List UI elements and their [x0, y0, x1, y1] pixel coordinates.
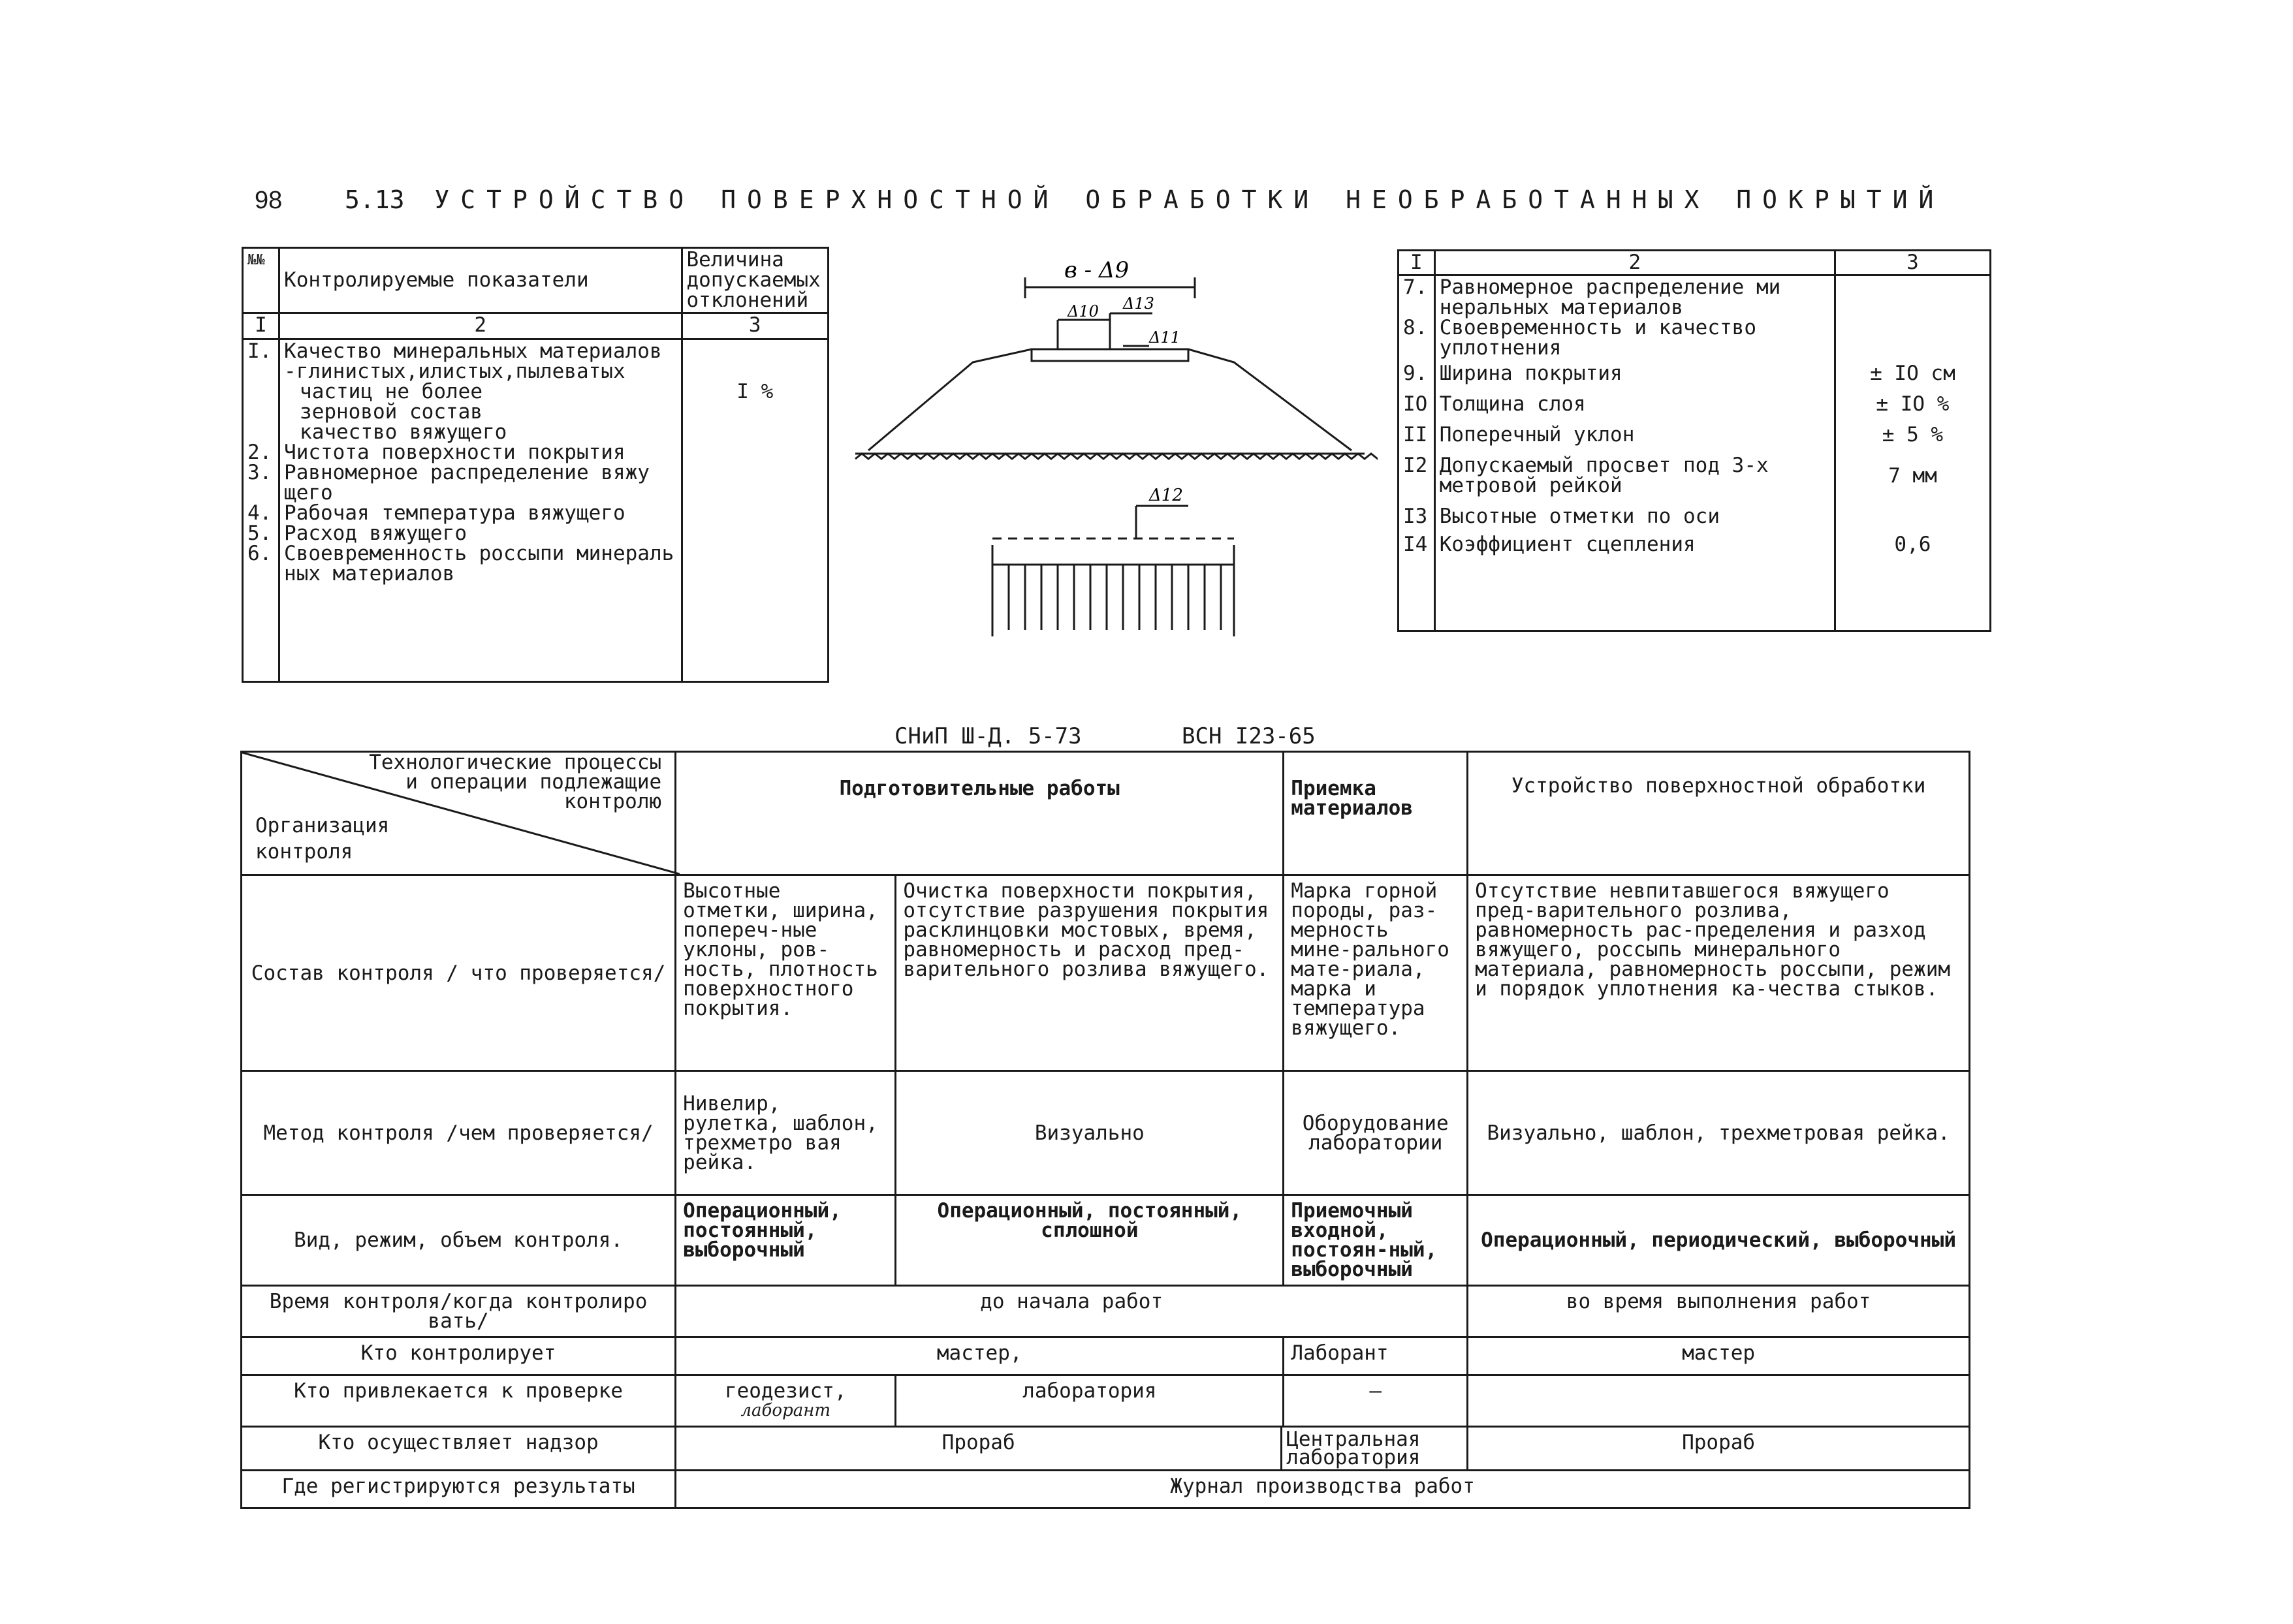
label-delta-12: Δ12	[1149, 486, 1183, 505]
row-label-who-controls: Кто контролирует	[242, 1337, 676, 1375]
cell-involved-prep-a	[676, 1375, 896, 1427]
cell-composition-acceptance: Марка горной породы, раз-мерность мине-рального мате-риала, марка и температура вяжущего.	[1284, 875, 1468, 1071]
indicator-text: частиц не более	[300, 380, 482, 403]
aggregate-pattern	[1009, 565, 1221, 630]
indicator-text: Высотные отметки по оси	[1439, 505, 1720, 528]
indicator-text: Своевременность россыпи минераль	[284, 542, 674, 565]
indicator-text: Рабочая температура вяжущего	[284, 501, 625, 525]
indicator-text: Толщина слоя	[1439, 392, 1586, 416]
indicator-text: Своевременность и качество	[1439, 316, 1756, 339]
index-cell: I	[1399, 251, 1435, 275]
cell-involved-treatment	[1468, 1375, 1970, 1427]
embankment-outline	[868, 349, 1352, 450]
tolerance-value: ± 5 %	[1882, 423, 1944, 446]
tolerance-value: 0,6	[1894, 533, 1931, 556]
corner-bottom-line: контроля	[255, 840, 353, 864]
corner-top-line: контролю	[563, 790, 662, 813]
index-cell: 3	[682, 313, 829, 339]
corner-header-cell	[242, 752, 676, 875]
row-number: II	[1403, 423, 1428, 446]
indicator-text: щего	[284, 481, 333, 505]
row-label-involved: Кто привлекается к проверке	[242, 1375, 676, 1427]
cell-composition-prep-b: Очистка поверхности покрытия, отсутствие разрушения покрытия расклинцовки мостовых, время, равномерность и расход пред-варительного розлива вяжущего.	[896, 875, 1284, 1071]
row-number	[247, 382, 274, 402]
row-number: I3	[1403, 505, 1428, 528]
indicator-text: Равномерное распределение вяжу	[284, 461, 650, 484]
indicator-text: Коэффициент сцепления	[1439, 533, 1696, 556]
col-header-preparatory: Подготовительные работы	[676, 752, 1284, 875]
row-number: 4.	[247, 501, 272, 525]
indicator-text: метровой рейкой	[1439, 474, 1622, 497]
row-label-supervision: Кто осуществляет надзор	[242, 1427, 676, 1471]
row-number	[247, 362, 274, 382]
spacer	[1840, 298, 1985, 318]
road-cross-section-diagram	[842, 258, 1378, 656]
spacer	[1840, 338, 1985, 358]
cell-type-prep-b: Операционный, постоянный, сплошной	[896, 1195, 1284, 1286]
index-cell: I	[243, 313, 279, 339]
tolerance-value	[1840, 318, 1985, 338]
cell-registration-journal: Журнал производства работ	[676, 1471, 1970, 1508]
cell-method-acceptance: Оборудование лаборатории	[1284, 1071, 1468, 1195]
cell-time-before: до начала работ	[676, 1286, 1468, 1337]
involved-lab-assistant: лаборант	[740, 1401, 831, 1420]
indicator-text: Чистота поверхности покрытия	[284, 441, 625, 464]
corner-top-label	[369, 753, 661, 811]
tolerance-value: 7 мм	[1888, 464, 1937, 488]
row-label-method: Метод контроля /чем проверяется/	[242, 1071, 676, 1195]
row-texts	[1434, 275, 1835, 631]
cell-method-treatment: Визуально, шаблон, трехметровая рейка.	[1468, 1071, 1970, 1195]
tolerance-value	[1840, 277, 1985, 298]
col-header-indicators: Контролируемые показатели	[279, 248, 682, 313]
cell-method-prep-a: Нивелир, рулетка, шаблон, трехметро вая рейка.	[676, 1071, 896, 1195]
col-header-num: №№	[243, 248, 279, 313]
section-number: 5.13	[345, 185, 405, 214]
row-texts	[279, 339, 682, 682]
row-number: 6.	[247, 542, 272, 565]
tolerance-value: ± IO см	[1870, 362, 1955, 385]
table-quality-control	[240, 751, 1970, 1509]
indicator-text: Ширина покрытия	[1439, 362, 1622, 385]
indicator-text: уплотнения	[1439, 336, 1562, 360]
reference-vsn: ВСН I23-65	[1182, 723, 1316, 749]
cell-composition-treatment: Отсутствие невпитавшегося вяжущего пред-варительного розлива, равномерность рас-пределения и разход вяжущего, россыпь минерального материала, равномерность россыпи, режим и порядок уплотнения ка-чества стыков.	[1468, 875, 1970, 1071]
spacer	[1840, 486, 1985, 507]
indicator-text: Поперечный уклон	[1439, 423, 1635, 446]
cell-who-controls-prep: мастер,	[676, 1337, 1284, 1375]
row-number: 9.	[1403, 362, 1428, 385]
cell-type-acceptance: Приемочный входной, постоян-ный, выборочный	[1284, 1195, 1468, 1286]
cell-supervision-prep-acc	[676, 1427, 1468, 1471]
corner-bottom-label	[255, 813, 389, 865]
cell-composition-prep-a: Высотные отметки, ширина, попереч-ные уклоны, ров-ность, плотность поверхностного покрытия.	[676, 875, 896, 1071]
cell-type-treatment: Операционный, периодический, выборочный	[1468, 1195, 1970, 1286]
index-cell: 3	[1835, 251, 1990, 275]
spacer	[1403, 476, 1430, 496]
indicator-text: ных материалов	[284, 562, 455, 586]
corner-top-line: и операции подлежащие	[405, 770, 662, 794]
row-number: 2.	[247, 441, 272, 464]
row-number: IO	[1403, 392, 1428, 416]
section-title: УСТРОЙСТВО ПОВЕРХНОСТНОЙ ОБРАБОТКИ НЕОБРАБОТАННЫХ ПОКРЫТИЙ	[434, 185, 1945, 214]
row-number: 8.	[1403, 316, 1428, 339]
cell-type-prep-a: Операционный, постоянный, выборочный	[676, 1195, 896, 1286]
row-label-type: Вид, режим, объем контроля.	[242, 1195, 676, 1286]
indicator-text: Расход вяжущего	[284, 522, 467, 545]
label-width-tolerance: в - Δ9	[1064, 258, 1130, 283]
indicator-text: качество вяжущего	[300, 420, 507, 444]
cell-involved-acceptance: —	[1284, 1375, 1468, 1427]
spacer	[1403, 338, 1430, 358]
tolerance-value	[1840, 507, 1985, 527]
indicator-text: зерновой состав	[300, 400, 482, 424]
row-number	[247, 422, 274, 443]
row-number	[247, 483, 274, 503]
indicator-text: -глинистых,илистых,пылеватых	[284, 360, 625, 383]
table-right-indicators	[1397, 249, 1991, 632]
page-title	[345, 185, 1944, 214]
label-delta-10: Δ10	[1067, 302, 1099, 320]
row-number: 7.	[1403, 275, 1428, 299]
label-delta-13: Δ13	[1123, 294, 1154, 313]
row-label-composition: Состав контроля / что проверяется/	[242, 875, 676, 1071]
cell-who-controls-treatment: мастер	[1468, 1337, 1970, 1375]
col-header-surface-treatment: Устройство поверхностной обработки	[1468, 752, 1970, 875]
corner-top-line: Технологические процессы	[369, 751, 662, 774]
supervision-central-lab: Центральная лаборатория	[1280, 1428, 1466, 1469]
corner-bottom-line: Организация	[255, 814, 390, 837]
cell-involved-prep-b: лаборатория	[896, 1375, 1284, 1427]
row-label-time: Время контроля/когда контролиро вать/	[242, 1286, 676, 1337]
index-cell: 2	[279, 313, 682, 339]
deviation-value: I %	[736, 380, 774, 403]
spacer	[1403, 298, 1430, 318]
table-left-indicators	[242, 247, 829, 683]
row-number: 5.	[247, 522, 272, 545]
tolerance-values	[1835, 275, 1990, 631]
row-number: I2	[1403, 454, 1428, 477]
supervision-foreman: Прораб	[941, 1431, 1015, 1454]
reference-snip: СНиП Ш-Д. 5-73	[894, 723, 1082, 749]
index-cell: 2	[1434, 251, 1835, 275]
row-number: I.	[247, 339, 272, 363]
row-numbers	[243, 339, 279, 682]
row-label-registration: Где регистрируются результаты	[242, 1471, 676, 1508]
cell-method-prep-b: Визуально	[896, 1071, 1284, 1195]
row-number: 3.	[247, 461, 272, 484]
deviation-value-cell	[682, 339, 829, 682]
cell-supervision-treatment: Прораб	[1468, 1427, 1970, 1471]
coating-layer	[1032, 349, 1188, 361]
row-numbers	[1399, 275, 1435, 631]
page-number: 98	[255, 187, 283, 214]
indicator-text: Допускаемый просвет под 3-х	[1439, 454, 1769, 477]
col-header-acceptance: Приемка материалов	[1284, 752, 1468, 875]
cell-time-during: во время выполнения работ	[1468, 1286, 1970, 1337]
cell-who-controls-acceptance: Лаборант	[1284, 1337, 1468, 1375]
indicator-text: Качество минеральных материалов	[284, 339, 662, 363]
label-delta-11: Δ11	[1149, 328, 1180, 347]
row-number: I4	[1403, 533, 1428, 556]
row-number	[247, 402, 274, 422]
row-number	[247, 564, 274, 584]
involved-geodesist: геодезист,	[724, 1379, 847, 1403]
indicator-text: неральных материалов	[1439, 296, 1684, 319]
col-header-deviation: Величина допускаемых отклонений	[682, 248, 829, 313]
indicator-text: Равномерное распределение ми	[1439, 275, 1781, 299]
tolerance-value: ± IO %	[1876, 392, 1950, 416]
